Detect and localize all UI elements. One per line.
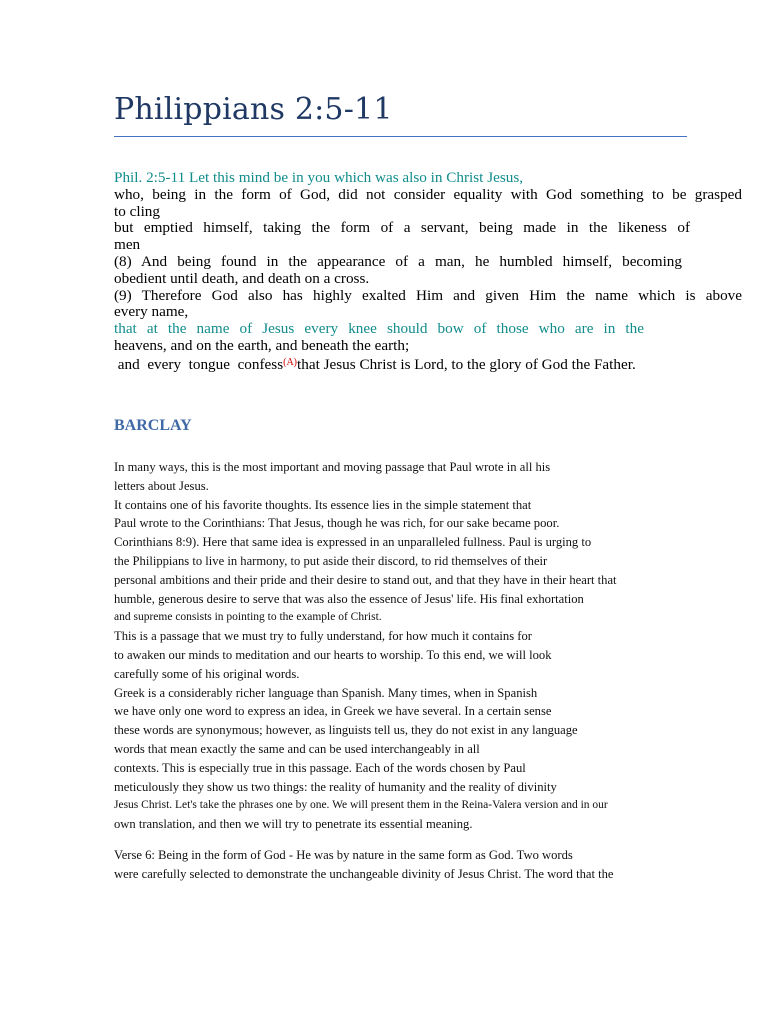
verse6-paragraph — [114, 846, 714, 884]
scripture-line: men — [114, 236, 141, 254]
commentary-line: were carefully selected to demonstrate the unchangeable divinity of Jesus Christ. The word that the — [114, 866, 614, 881]
scripture-line: (9) Therefore God also has highly exalted Him and given Him the name which is above — [114, 286, 742, 304]
commentary-line: carefully some of his original words. — [114, 666, 300, 681]
commentary-line: personal ambitions and their pride and their desire to stand out, and that they have in their heart that — [114, 572, 617, 587]
scripture-line-last — [114, 355, 742, 374]
commentary-line: Verse 6: Being in the form of God - He was by nature in the same form as God. Two words — [114, 848, 573, 862]
commentary-line: we have only one word to express an idea, in Greek we have several. In a certain sense — [114, 704, 552, 719]
commentary-line: and supreme consists in pointing to the example of Christ. — [114, 611, 382, 624]
scripture-text: and every tongue confess — [114, 355, 284, 373]
commentary-line: This is a passage that we must try to fully understand, for how much it contains for — [114, 629, 532, 644]
cross-reference-marker[interactable]: (A) — [283, 356, 298, 368]
commentary-line: It contains one of his favorite thoughts. Its essence lies in the simple statement that — [114, 497, 532, 512]
scripture-line: but emptied himself, taking the form of a servant, being made in the likeness of — [114, 219, 690, 237]
commentary-line: words that mean exactly the same and can be used interchangeably in all — [114, 741, 480, 756]
commentary-line: Jesus Christ. Let's take the phrases one by one. We will present them in the Reina-Valera version and in our — [114, 799, 608, 812]
scripture-passage — [114, 170, 742, 374]
page-title: Philippians 2:5-11 — [114, 92, 393, 127]
commentary-line: these words are synonymous; however, as linguists tell us, they do not exist in any language — [114, 723, 578, 738]
commentary-line: Corinthians 8:9). Here that same idea is expressed in an unparalleled fullness. Paul is urging to — [114, 535, 592, 550]
commentary-line: Greek is a considerably richer language than Spanish. Many times, when in Spanish — [114, 685, 538, 700]
scripture-line: Phil. 2:5-11 Let this mind be in you which was also in Christ Jesus, — [114, 169, 524, 186]
commentary-line: contexts. This is especially true in this passage. Each of the words chosen by Paul — [114, 760, 526, 775]
scripture-line: to cling — [114, 202, 160, 220]
scripture-line: every name, — [114, 303, 189, 321]
commentary-line: In many ways, this is the most important and moving passage that Paul wrote in all his — [114, 460, 551, 474]
title-underline — [114, 136, 687, 137]
scripture-line: that at the name of Jesus every knee should bow of those who are in the — [114, 320, 644, 338]
scripture-line: obedient until death, and death on a cross. — [114, 269, 370, 287]
commentary-line: own translation, and then we will try to penetrate its essential meaning. — [114, 817, 473, 832]
section-heading: BARCLAY — [114, 417, 192, 434]
commentary-body — [114, 458, 714, 834]
commentary-line: to awaken our minds to meditation and our hearts to worship. To this end, we will look — [114, 647, 552, 662]
commentary-line: Paul wrote to the Corinthians: That Jesus, though he was rich, for our sake became poor. — [114, 516, 560, 531]
scripture-line: heavens, and on the earth, and beneath the earth; — [114, 336, 410, 354]
commentary-line: the Philippians to live in harmony, to put aside their discord, to rid themselves of their — [114, 553, 548, 568]
scripture-line: (8) And being found in the appearance of a man, he humbled himself, becoming — [114, 252, 682, 270]
scripture-line: who, being in the form of God, did not consider equality with God something to be grasped — [114, 185, 742, 203]
scripture-text: that Jesus Christ is Lord, to the glory of God the Father. — [297, 355, 636, 373]
commentary-line: humble, generous desire to serve that was also the essence of Jesus' life. His final exhortation — [114, 591, 584, 606]
commentary-line: letters about Jesus. — [114, 478, 209, 493]
commentary-line: meticulously they show us two things: the reality of humanity and the reality of divinity — [114, 779, 557, 794]
